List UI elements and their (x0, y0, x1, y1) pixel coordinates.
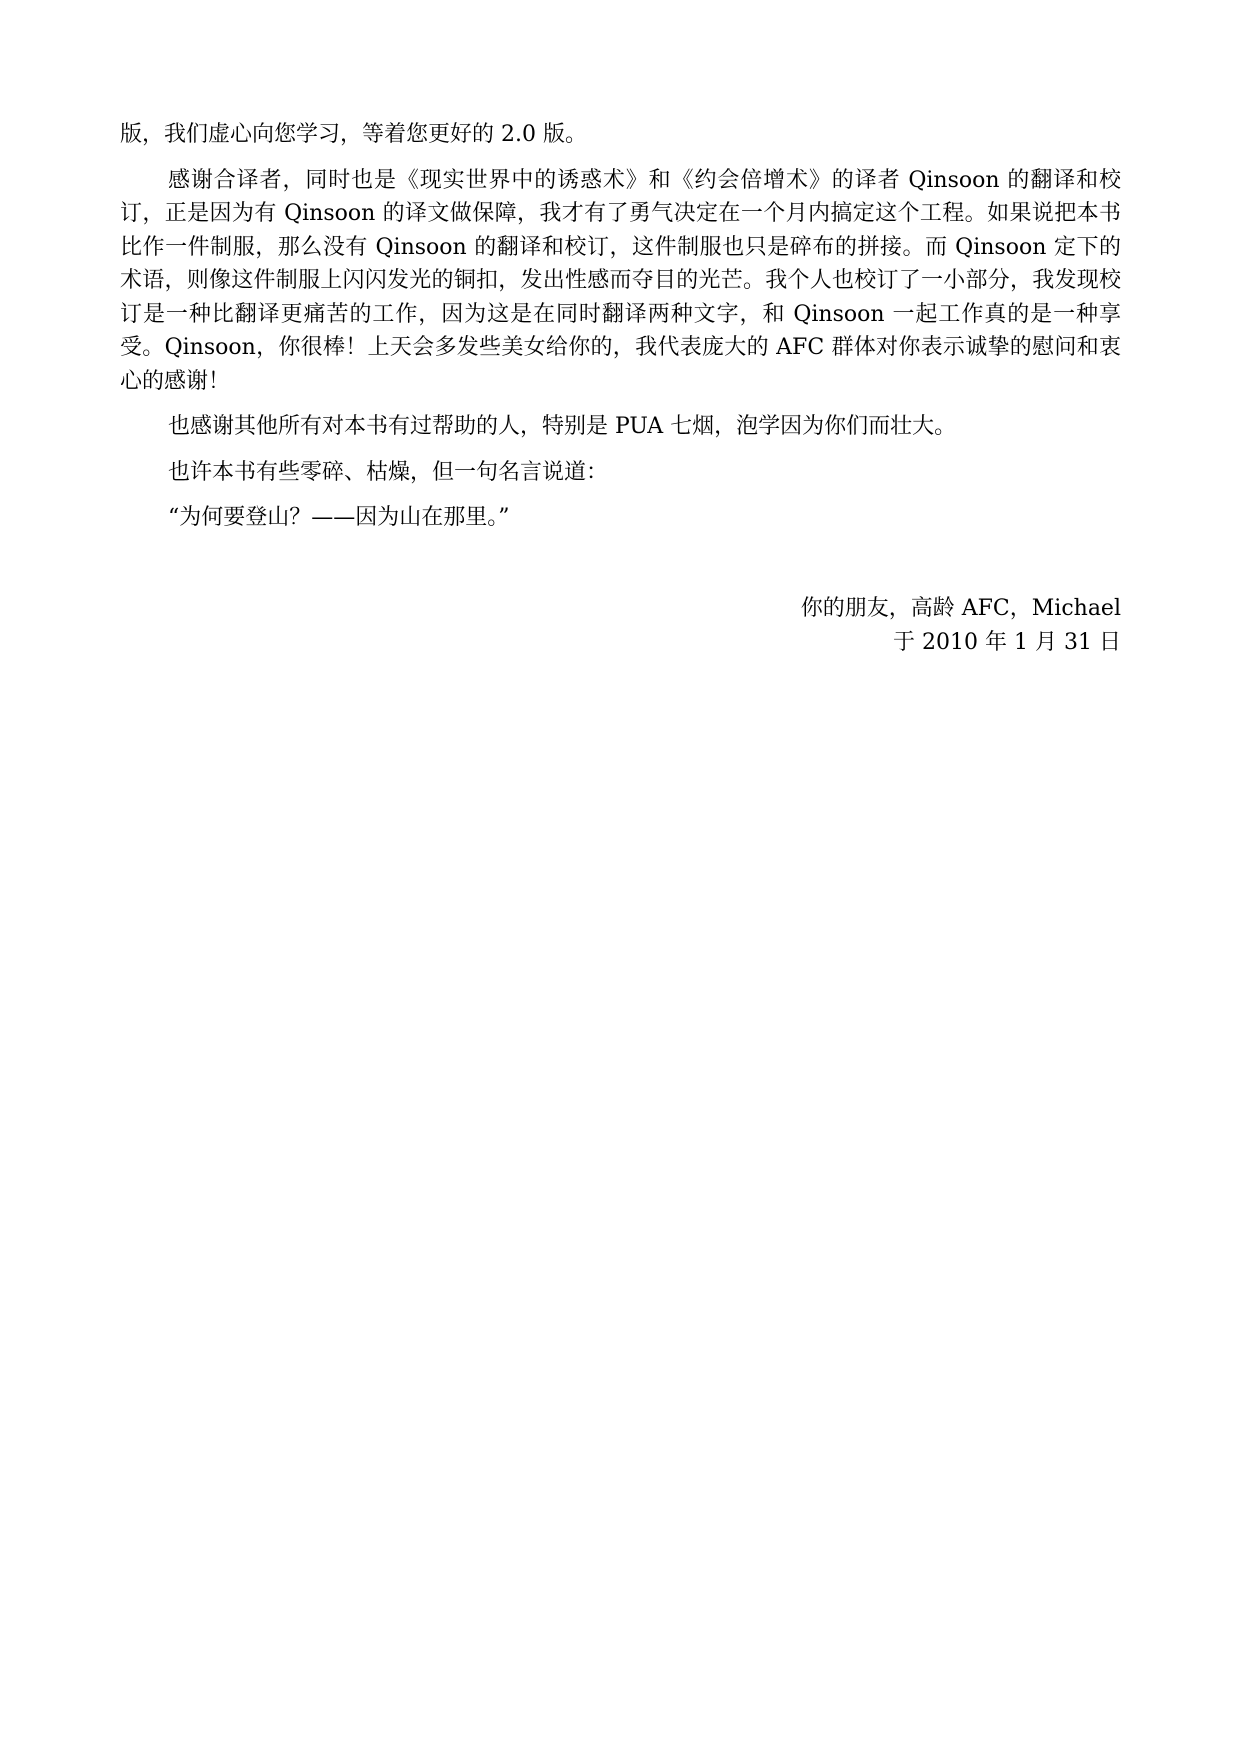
signature-name: 你的朋友，高龄 AFC，Michael (800, 596, 1121, 621)
signature-block (521, 592, 1121, 659)
paragraph-quote-intro: 也许本书有些零碎、枯燥，但一句名言说道： (168, 459, 609, 485)
paragraph-quote: “为何要登山？——因为山在那里。” (168, 505, 510, 530)
signature-date: 于 2010 年 1 月 31 日 (893, 629, 1121, 655)
paragraph-continuation: 版，我们虚心向您学习，等着您更好的 2.0 版。 (120, 122, 587, 147)
body-text (120, 118, 1121, 547)
paragraph-thanks-cotranslator: 感谢合译者，同时也是《现实世界中的诱惑术》和《约会倍增术》的译者 Qinsoon 的翻译和校订，正是因为有 Qinsoon 的译文做保障，我才有了勇气决定在一个月内搞定这个工程。如果说把本书比作一件制服，那么没有 Qinsoon 的翻译和校订，这件制服也只是碎布的拼接。而 Qinsoon 定下的术语，则像这件制服上闪闪发光的铜扣，发出性感而夺目的光芒。我个人也校订了一小部分，我发现校订是一种比翻译更痛苦的工作，因为这是在同时翻译两种文字，和 Qinsoon 一起工作真的是一种享受。Qinsoon，你很棒！上天会多发些美女给你的，我代表庞大的 AFC 群体对你表示诚挚的慰问和衷心的感谢！ (120, 167, 1121, 394)
paragraph-thanks-others: 也感谢其他所有对本书有过帮助的人，特别是 PUA 七烟，泡学因为你们而壮大。 (168, 414, 957, 439)
